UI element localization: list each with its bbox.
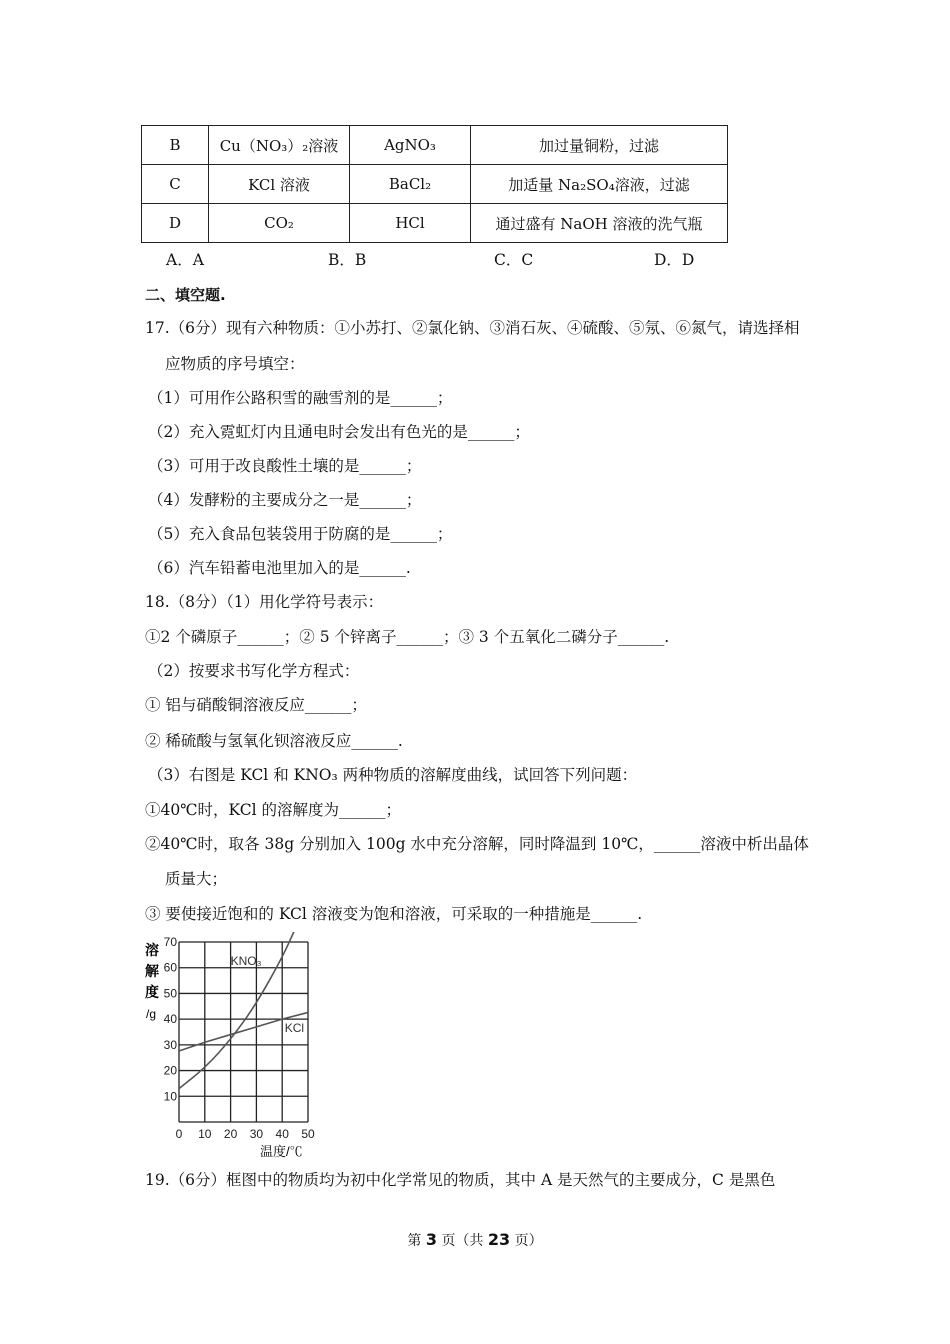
y-tick-label: 50 (163, 986, 177, 1001)
x-tick-label: 10 (198, 1127, 212, 1141)
footer-prefix: 第 (407, 1233, 422, 1249)
method-cell: 通过盛有 NaOH 溶液的洗气瓶 (471, 204, 728, 243)
option-b: B．B (328, 251, 367, 269)
page-footer (0, 1230, 950, 1250)
footer-mid: 页（共 (441, 1233, 484, 1249)
y-axis-label-4: /g (146, 1007, 157, 1021)
x-tick-label: 30 (249, 1127, 264, 1141)
footer-suffix: 页） (514, 1233, 543, 1249)
q18-line: ② 稀硫酸与氢氧化钡溶液反应______. (145, 732, 403, 750)
q18-line: ① 铝与硝酸铜溶液反应______； (145, 696, 367, 714)
q17-item: （3）可用于改良酸性土壤的是______； (148, 457, 422, 475)
series-label: KNO₃ (230, 954, 262, 969)
x-tick-label: 50 (301, 1127, 315, 1141)
table-row (142, 165, 728, 204)
chart-labels (164, 935, 315, 1141)
y-tick-label: 60 (163, 960, 177, 975)
q18-line: ①40℃时，KCl 的溶解度为______； (145, 801, 401, 819)
impurity-cell: BaCl₂ (350, 165, 471, 204)
q17-item: （4）发酵粉的主要成分之一是______； (148, 491, 422, 509)
y-tick-label: 20 (163, 1063, 177, 1078)
series-label: KCl (284, 1021, 305, 1035)
row-label: C (142, 165, 209, 204)
y-tick-label: 10 (163, 1089, 177, 1104)
impurity-cell: HCl (350, 204, 471, 243)
method-cell: 加过量铜粉，过滤 (471, 126, 728, 165)
y-tick-label: 40 (163, 1012, 177, 1027)
x-tick-label: 20 (223, 1127, 238, 1141)
y-axis-label-3: 度 (145, 984, 159, 1000)
y-axis-label-2: 解 (145, 963, 159, 979)
y-tick-label: 70 (163, 935, 177, 949)
y-tick-label: 30 (163, 1037, 177, 1052)
x-tick-label: 0 (175, 1127, 183, 1141)
option-c: C．C (494, 251, 534, 269)
option-a: A．A (166, 251, 204, 269)
row-label: B (142, 126, 209, 165)
table-row (142, 126, 728, 165)
substance-cell: KCl 溶液 (209, 165, 350, 204)
q18-line: 18.（8分）（1）用化学符号表示： (145, 593, 384, 611)
x-axis-label: 温度/℃ (260, 1144, 303, 1159)
impurity-cell: AgNO₃ (350, 126, 471, 165)
page-total: 23 (487, 1230, 511, 1249)
substance-cell: CO₂ (209, 204, 350, 243)
q18-line: （3）右图是 KCl 和 KNO₃ 两种物质的溶解度曲线，试回答下列问题： (148, 766, 638, 784)
method-cell: 加适量 Na₂SO₄溶液，过滤 (471, 165, 728, 204)
table-row (142, 204, 728, 243)
option-d: D．D (654, 251, 695, 269)
q18-line: ③ 要使接近饱和的 KCl 溶液变为饱和溶液，可采取的一种措施是______. (145, 905, 643, 923)
q17-item: （1）可用作公路积雪的融雪剂的是______； (148, 389, 453, 407)
q18-line: （2）按要求书写化学方程式： (148, 662, 360, 680)
row-label: D (142, 204, 209, 243)
q18-line: ②40℃时，取各 38g 分别加入 100g 水中充分溶解，同时降温到 10℃，______溶液中析出晶体 (145, 835, 809, 853)
substance-cell: Cu（NO₃）₂溶液 (209, 126, 350, 165)
options-table (141, 125, 728, 243)
q17-intro-cont: 应物质的序号填空： (165, 355, 305, 373)
section-title: 二、填空题. (145, 286, 226, 304)
q17-item: （6）汽车铅蓄电池里加入的是______. (148, 559, 411, 577)
page-number: 3 (425, 1230, 437, 1249)
q17-item: （5）充入食品包装袋用于防腐的是______； (148, 525, 453, 543)
q17-intro: 17.（6分）现有六种物质：①小苏打、②氯化钠、③消石灰、④硫酸、⑤氖、⑥氮气，请选择相 (145, 319, 800, 337)
x-tick-label: 40 (275, 1127, 289, 1141)
q18-line: 质量大； (165, 870, 228, 888)
q17-item: （2）充入霓虹灯内且通电时会发出有色光的是______； (148, 423, 530, 441)
q19-text: 19.（6分）框图中的物质均为初中化学常见的物质，其中 A 是天然气的主要成分，C 是黑色 (145, 1171, 776, 1189)
y-axis-label-1: 溶 (145, 942, 159, 958)
solubility-chart (140, 932, 330, 1164)
q18-line: ①2 个磷原子______；② 5 个锌离子______；③ 3 个五氧化二磷分子______. (145, 628, 670, 646)
